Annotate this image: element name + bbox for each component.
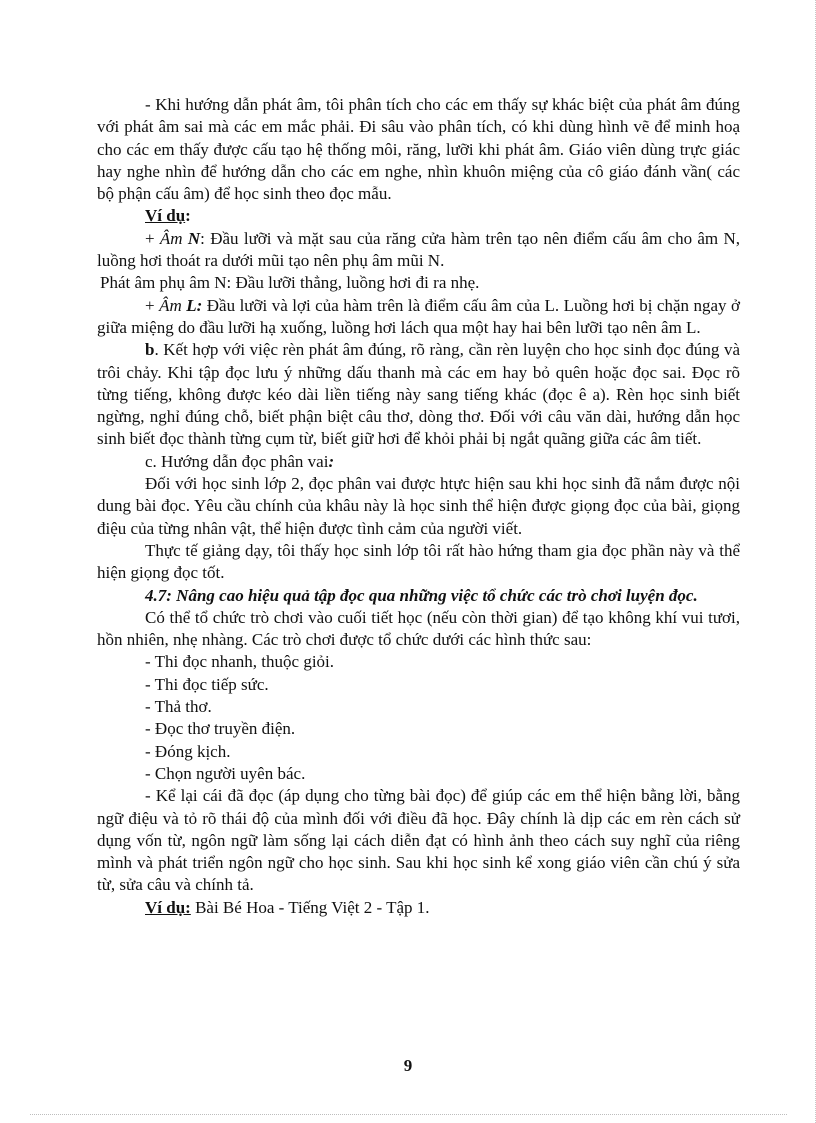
- letter-n: N: [182, 228, 201, 248]
- example-text: Bài Bé Hoa - Tiếng Việt 2 - Tập 1.: [190, 897, 430, 917]
- item-b-label: b: [145, 340, 155, 360]
- am-n-text: : Đầu lưỡi và mặt sau của răng cửa hàm trên tạo nên điểm cấu âm cho âm N, luồng hơi thoát ra dưới mũi tạo nên phụ âm mũi N.: [97, 228, 740, 271]
- item-b-text: . Kết hợp với việc rèn phát âm đúng, rõ ràng, cần rèn luyện cho học sinh đọc đúng và trôi chảy. Khi tập đọc lưu ý những dấu thanh mà các em hay bỏ quên hoặc đọc sai. Đọc rõ từng tiếng, không được kéo dài liền tiếng này sang tiếng khác (đọc ê a). Rèn học sinh biết ngừng, nghỉ đúng chỗ, biết phận biệt câu thơ, dòng thơ. Đối với câu văn dài, hướng dẫn học sinh biết đọc thành từng cụm từ, biết giữ hơi để khỏi phải bị ngắt quãng giữa các âm tiết.: [97, 340, 740, 449]
- game-list-item: - Thả thơ.: [145, 697, 212, 717]
- example-heading: [97, 205, 740, 227]
- plus-sign: +: [145, 228, 160, 248]
- item-c-colon: :: [328, 451, 335, 471]
- plus-sign: +: [145, 295, 160, 315]
- game-list-item: - Đọc thơ truyền điện.: [145, 719, 296, 739]
- page-content: [97, 94, 740, 919]
- game-list-item: - Chọn người uyên bác.: [145, 763, 306, 783]
- paragraph-phat-am-n: Phát âm phụ âm N: Đầu lưỡi thẳng, luồng hơi đi ra nhẹ.: [100, 273, 480, 293]
- page-number: 9: [403, 1056, 413, 1075]
- paragraph-tro-choi: Có thể tổ chức trò chơi vào cuối tiết học (nếu còn thời gian) để tạo không khí vui tươi, hồn nhiên, nhẹ nhàng. Các trò chơi được tổ chức dưới các hình thức sau:: [97, 607, 740, 650]
- paragraph-item-b: [97, 339, 740, 450]
- item-c-text: c. Hướng dẫn đọc phân vai: [145, 451, 329, 471]
- am-l-text: Đầu lưỡi và lợi của hàm trên là điểm cấu âm của L. Luồng hơi bị chặn ngay ở giữa miệng do đầu lưỡi hạ xuống, luồng hơi lách qua một hay hai bên lưỡi tạo nên âm L.: [97, 295, 740, 337]
- example-colon: :: [185, 206, 191, 226]
- paragraph-phan-vai: Đối với học sinh lớp 2, đọc phân vai được htực hiện sau khi học sinh đã nắm được nội dung bài đọc. Yêu cầu chính của khâu này là học sinh thể hiện được giọng đọc của bài, giọng điệu của từng nhân vật, thể hiện được tình cảm của người viết.: [97, 474, 740, 538]
- item-c-heading: [97, 451, 740, 473]
- paragraph-ke-lai: - Kể lại cái đã đọc (áp dụng cho từng bài đọc) để giúp các em thể hiện bằng lời, bằng ngữ điệu và tỏ rõ thái độ của mình đối với điều đã học. Đây chính là dịp các em rèn cách sử dụng vốn từ, ngôn ngữ làm sống lại cách diễn đạt có hình ảnh theo cách suy nghĩ của riêng mình và phát triển ngôn ngữ cho học sinh. Sau khi học sinh kể xong giáo viên cần chú ý sửa từ, sửa câu và chính tả.: [97, 786, 740, 895]
- section-heading-4-7: 4.7: Nâng cao hiệu quả tập đọc qua những việc tổ chức các trò chơi luyện đọc.: [145, 585, 698, 605]
- page-bottom-divider: [30, 1114, 787, 1115]
- example-label: Ví dụ:: [145, 897, 191, 917]
- paragraph-thuc-te: Thực tế giảng dạy, tôi thấy học sinh lớp tôi rất hào hứng tham gia đọc phần này và thể hiện giọng đọc tốt.: [97, 540, 740, 583]
- paragraph-am-n: [97, 228, 740, 273]
- paragraph-am-l: [97, 295, 740, 340]
- paragraph-phat-am: - Khi hướng dẫn phát âm, tôi phân tích cho các em thấy sự khác biệt của phát âm đúng với phát âm sai mà các em mắc phải. Đi sâu vào phân tích, có khi dùng hình vẽ để minh hoạ cho các em thấy được cấu tạo hệ thống môi, răng, lưỡi khi phát âm. Giáo viên dùng trực giác hay nghe nhìn để hướng dẫn cho các em nghe, nhìn khuôn miệng của cô giáo đánh vần( các bộ phận cấu âm) để học sinh theo đọc mẫu.: [97, 95, 740, 204]
- example-label: Ví dụ: [145, 206, 186, 226]
- am-word: Âm: [159, 295, 182, 315]
- am-word: Âm: [159, 228, 183, 248]
- paragraph-vi-du-2: [97, 897, 740, 919]
- game-list-item: - Thi đọc nhanh, thuộc giỏi.: [145, 652, 335, 672]
- game-list-item: - Thi đọc tiếp sức.: [145, 674, 269, 694]
- letter-l: L:: [181, 295, 203, 315]
- game-list-item: - Đóng kịch.: [145, 741, 231, 761]
